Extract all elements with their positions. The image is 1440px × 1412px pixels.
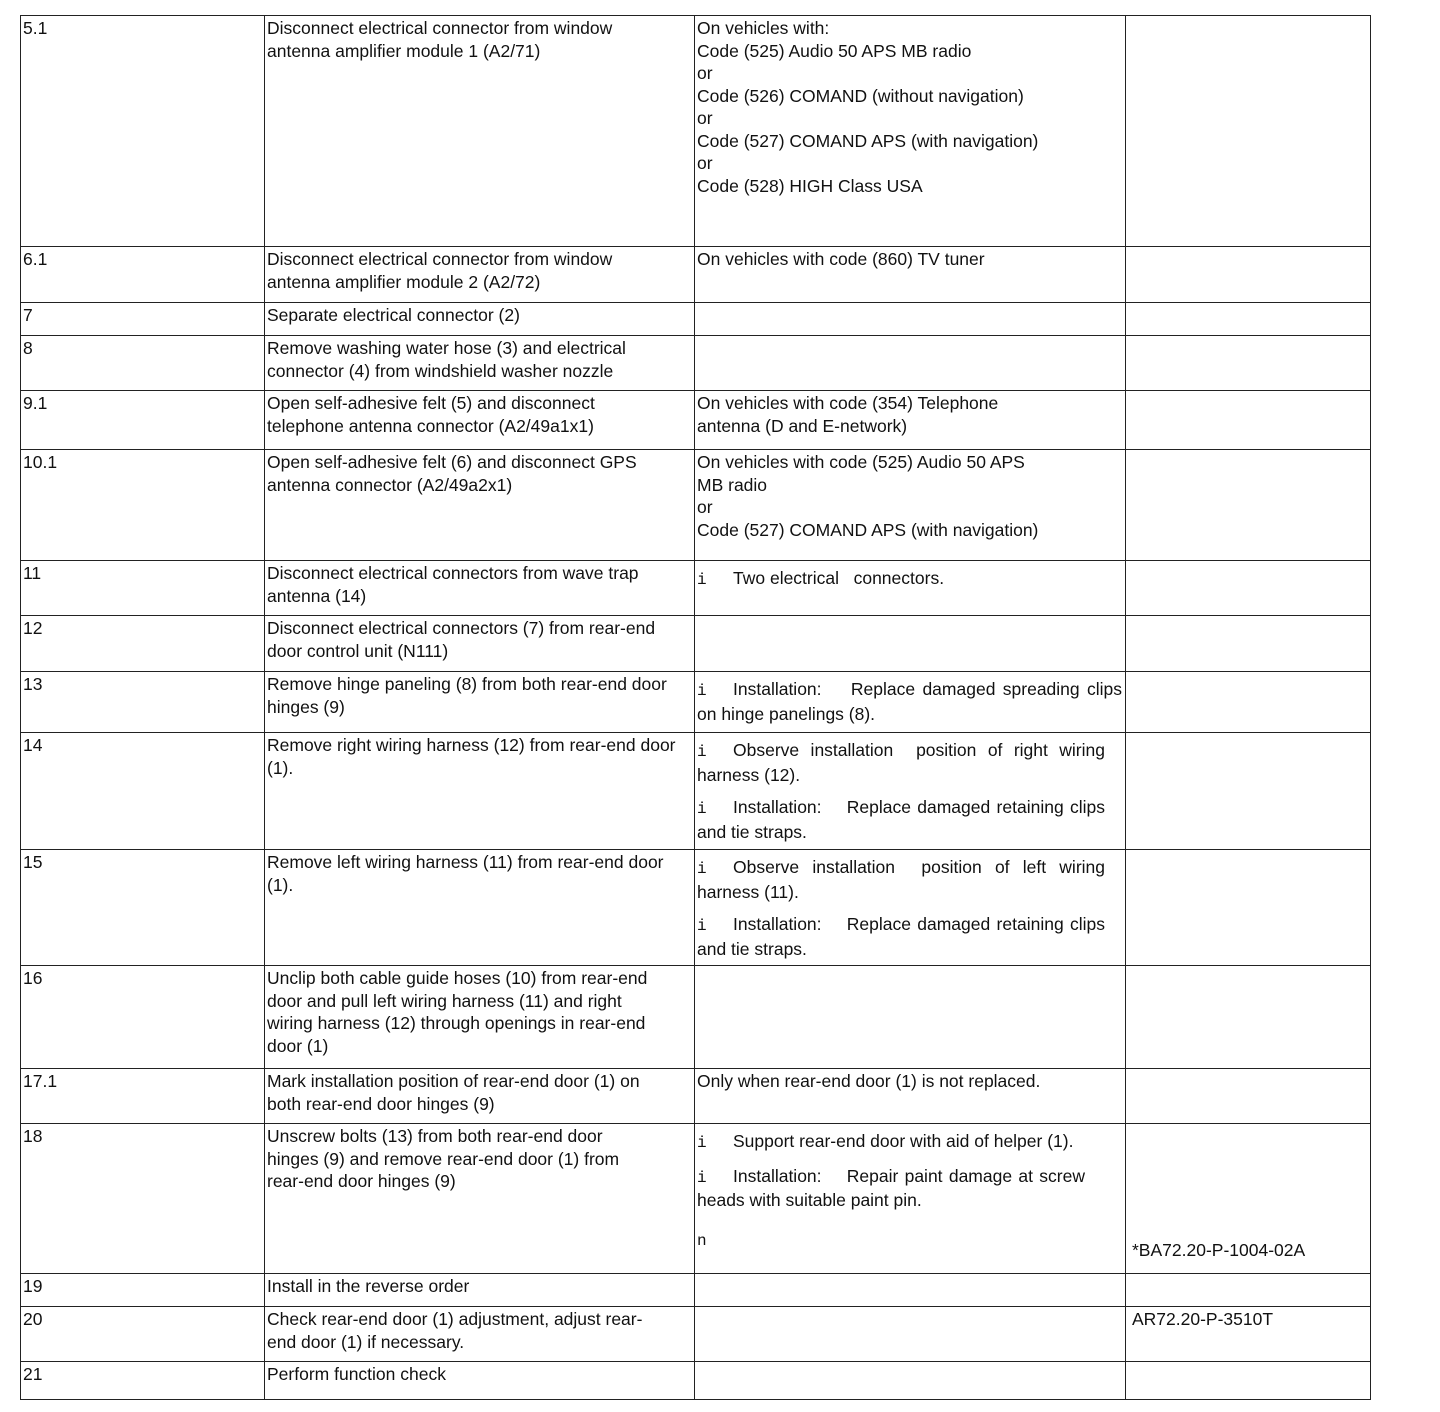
note-line: antenna (D and E-network) — [697, 415, 908, 436]
note-text: Observe installation position of right wiring harness (12). — [697, 740, 1110, 785]
document-reference: AR72.20-P-3510T — [1132, 1309, 1274, 1329]
step-reference — [1126, 850, 1371, 966]
note — [697, 913, 1110, 960]
note-line: Code (525) Audio 50 APS MB radio — [697, 40, 972, 61]
step-number: 13 — [21, 672, 265, 733]
table-row — [21, 850, 1371, 966]
procedure-table — [20, 15, 1371, 1400]
table-row — [21, 1362, 1371, 1400]
info-icon: i — [697, 800, 707, 818]
note — [697, 1228, 1085, 1253]
step-notes — [695, 1124, 1126, 1274]
step-number: 19 — [21, 1274, 265, 1307]
step-reference — [1126, 966, 1371, 1069]
note-text: Installation: Replace damaged retaining clips and tie straps. — [697, 914, 1110, 959]
step-notes — [695, 391, 1126, 450]
step-number: 14 — [21, 733, 265, 850]
info-icon: i — [697, 917, 707, 935]
note-n-icon: n — [697, 1231, 707, 1250]
note-line: On vehicles with code (860) TV tuner — [697, 249, 985, 269]
step-reference — [1126, 672, 1371, 733]
step-reference — [1126, 616, 1371, 672]
step-number: 7 — [21, 303, 265, 336]
table-row — [21, 616, 1371, 672]
table-row — [21, 966, 1371, 1069]
step-number: 6.1 — [21, 247, 265, 303]
step-reference — [1126, 247, 1371, 303]
note — [697, 567, 1122, 592]
step-reference — [1126, 450, 1371, 561]
step-action: Remove left wiring harness (11) from rear-end door (1). — [265, 850, 695, 966]
document-reference: *BA72.20-P-1004-02A — [1132, 1239, 1306, 1260]
step-notes — [695, 1362, 1126, 1400]
table-row — [21, 733, 1371, 850]
table-row — [21, 450, 1371, 561]
step-notes — [695, 966, 1126, 1069]
step-notes — [695, 561, 1126, 616]
note — [697, 796, 1110, 843]
note-line: or — [697, 108, 713, 128]
step-reference — [1126, 336, 1371, 391]
note — [697, 678, 1127, 725]
note-text: Two electrical connectors. — [733, 568, 945, 588]
step-action: Disconnect electrical connectors (7) from rear-end door control unit (N111) — [265, 616, 695, 672]
step-reference — [1126, 1362, 1371, 1400]
note-line: On vehicles with: — [697, 18, 830, 38]
step-number: 11 — [21, 561, 265, 616]
step-notes — [695, 450, 1126, 561]
table-row — [21, 561, 1371, 616]
info-icon: i — [697, 1168, 707, 1187]
step-notes — [695, 1069, 1126, 1124]
info-icon: i — [697, 682, 707, 700]
note-line: or — [697, 153, 713, 173]
step-notes — [695, 303, 1126, 336]
step-reference — [1126, 1124, 1371, 1274]
info-icon: i — [697, 571, 707, 589]
step-action: Install in the reverse order — [265, 1274, 695, 1307]
step-notes — [695, 616, 1126, 672]
step-action: Remove right wiring harness (12) from rear-end door (1). — [265, 733, 695, 850]
note-text: Installation: Repair paint damage at screw heads with suitable paint pin. — [697, 1165, 1090, 1210]
step-action: Open self-adhesive felt (5) and disconnect telephone antenna connector (A2/49a1x1) — [265, 391, 695, 450]
table-row — [21, 672, 1371, 733]
note-text: Installation: Replace damaged retaining clips and tie straps. — [697, 797, 1110, 842]
table-row — [21, 1069, 1371, 1124]
step-action: Remove washing water hose (3) and electrical connector (4) from windshield washer nozzle — [265, 336, 695, 391]
procedure-table-body — [21, 16, 1371, 1400]
step-notes — [695, 1307, 1126, 1362]
step-reference — [1126, 16, 1371, 247]
note — [697, 1130, 1085, 1155]
step-number: 12 — [21, 616, 265, 672]
step-reference — [1126, 1069, 1371, 1124]
step-reference — [1126, 733, 1371, 850]
step-notes — [695, 1274, 1126, 1307]
step-action: Unclip both cable guide hoses (10) from rear-end door and pull left wiring harness (11) and right wiring harness (12) through openings in rear-end door (1) — [265, 966, 695, 1069]
step-number: 18 — [21, 1124, 265, 1274]
note-line: MB radio — [697, 474, 768, 495]
note-text: Observe installation position of left wiring harness (11). — [697, 857, 1110, 902]
step-reference — [1126, 303, 1371, 336]
step-number: 9.1 — [21, 391, 265, 450]
note-line: On vehicles with code (525) Audio 50 APS — [697, 452, 1025, 472]
step-number: 16 — [21, 966, 265, 1069]
step-number: 5.1 — [21, 16, 265, 247]
table-row — [21, 303, 1371, 336]
info-icon: i — [697, 743, 707, 761]
step-action: Mark installation position of rear-end door (1) on both rear-end door hinges (9) — [265, 1069, 695, 1124]
note-line: Code (527) COMAND APS (with navigation) — [697, 519, 1039, 540]
note-text: Installation: Replace damaged spreading clips on hinge panelings (8). — [697, 679, 1127, 724]
step-number: 10.1 — [21, 450, 265, 561]
table-row — [21, 16, 1371, 247]
step-number: 21 — [21, 1362, 265, 1400]
step-notes — [695, 850, 1126, 966]
step-action: Check rear-end door (1) adjustment, adjust rear-end door (1) if necessary. — [265, 1307, 695, 1362]
step-reference — [1126, 1307, 1371, 1362]
step-action: Disconnect electrical connector from window antenna amplifier module 1 (A2/71) — [265, 16, 695, 247]
step-notes — [695, 336, 1126, 391]
table-row — [21, 247, 1371, 303]
note-line: Code (526) COMAND (without navigation) — [697, 85, 1024, 106]
step-notes — [695, 672, 1126, 733]
step-notes — [695, 733, 1126, 850]
info-icon: i — [697, 1134, 707, 1152]
step-notes — [695, 247, 1126, 303]
step-number: 20 — [21, 1307, 265, 1362]
info-icon: i — [697, 860, 707, 878]
note-text: Support rear-end door with aid of helper (1). — [733, 1131, 1074, 1151]
step-reference — [1126, 1274, 1371, 1307]
table-row — [21, 1274, 1371, 1307]
step-action: Disconnect electrical connector from window antenna amplifier module 2 (A2/72) — [265, 247, 695, 303]
step-number: 17.1 — [21, 1069, 265, 1124]
note — [697, 739, 1110, 786]
note-line: or — [697, 63, 713, 83]
step-action: Perform function check — [265, 1362, 695, 1400]
note-line: On vehicles with code (354) Telephone — [697, 393, 999, 413]
step-action: Open self-adhesive felt (6) and disconnect GPS antenna connector (A2/49a2x1) — [265, 450, 695, 561]
table-row — [21, 391, 1371, 450]
step-action: Remove hinge paneling (8) from both rear-end door hinges (9) — [265, 672, 695, 733]
step-notes — [695, 16, 1126, 247]
table-row — [21, 1307, 1371, 1362]
step-number: 15 — [21, 850, 265, 966]
step-action: Separate electrical connector (2) — [265, 303, 695, 336]
note-line: or — [697, 497, 713, 517]
note-line: Only when rear-end door (1) is not replaced. — [697, 1071, 1041, 1091]
note — [697, 856, 1110, 903]
step-action: Disconnect electrical connectors from wave trap antenna (14) — [265, 561, 695, 616]
step-action: Unscrew bolts (13) from both rear-end door hinges (9) and remove rear-end door (1) from rear-end door hinges (9) — [265, 1124, 695, 1274]
step-number: 8 — [21, 336, 265, 391]
step-reference — [1126, 561, 1371, 616]
table-row — [21, 1124, 1371, 1274]
note-line: Code (527) COMAND APS (with navigation) — [697, 130, 1039, 151]
note-line: Code (528) HIGH Class USA — [697, 175, 923, 196]
step-reference — [1126, 391, 1371, 450]
table-row — [21, 336, 1371, 391]
note — [697, 1165, 1090, 1212]
